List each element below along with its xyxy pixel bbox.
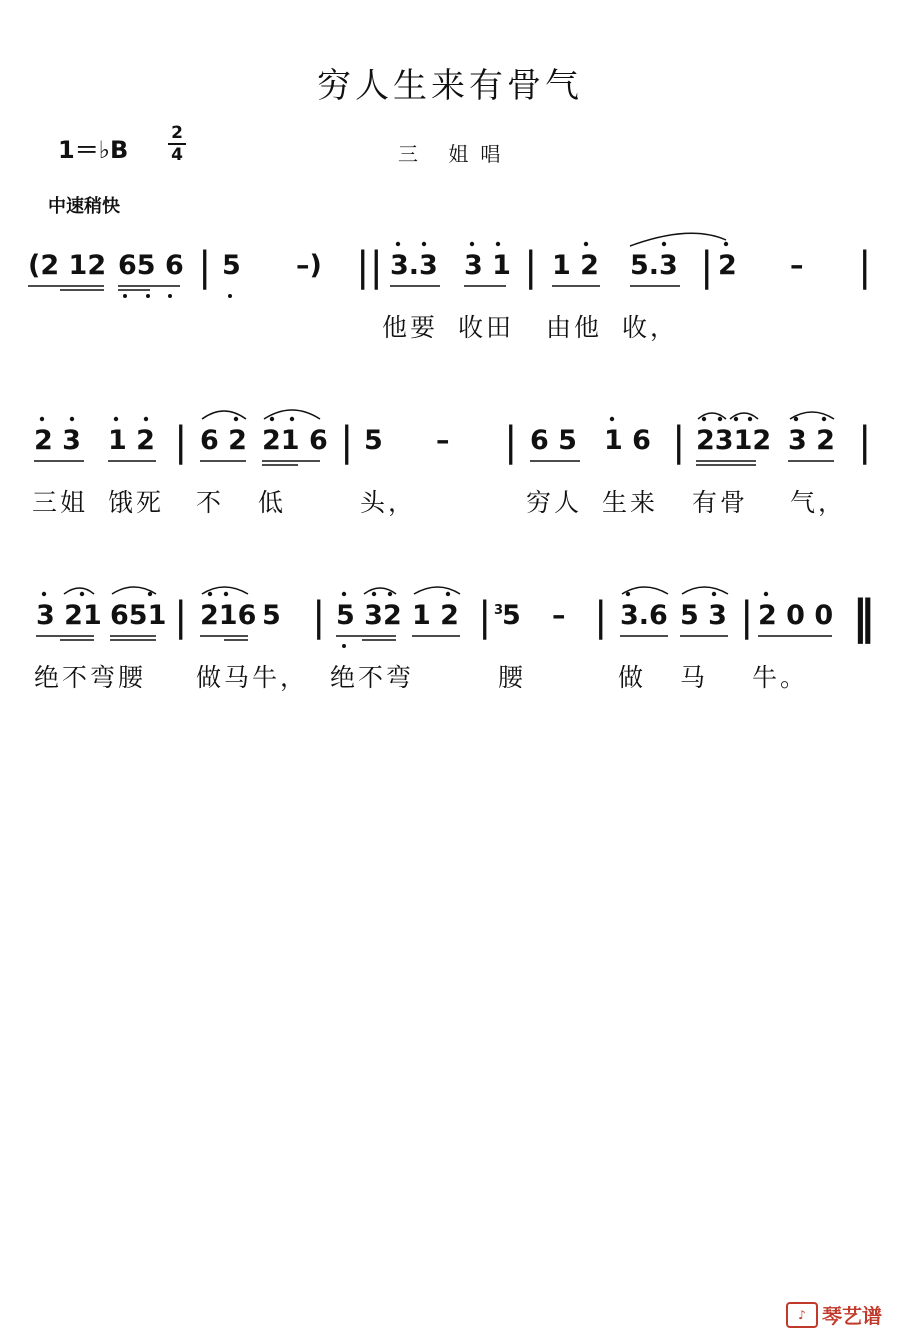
note-group: (2 12 [28, 250, 107, 281]
lyric-word: 马 [680, 663, 709, 692]
barline: | [858, 244, 872, 290]
barline: | [740, 594, 754, 640]
note-group: 1 2 [412, 600, 459, 631]
lyric-word: 低 [258, 488, 287, 517]
barline: | [524, 244, 538, 290]
lyric-word: 气， [790, 488, 847, 517]
note-group: 5 [502, 600, 521, 631]
grace-note: 3 [494, 603, 504, 618]
note-group: 651 [110, 600, 167, 631]
key-signature: 1＝♭B [58, 136, 129, 164]
barline: | [340, 419, 354, 465]
barline: | [504, 419, 518, 465]
note-group: 5.3 [630, 250, 678, 281]
lyric-word: 不 [196, 488, 225, 517]
lyric-word: 做马牛， [196, 663, 309, 692]
tempo-marking: 中速稍快 [48, 196, 120, 217]
barline: | [174, 594, 188, 640]
double-barline: || [356, 244, 383, 290]
note-group: 3 2 [788, 425, 835, 456]
lyric-word: 有骨 [692, 488, 749, 517]
note-group: 5 [262, 600, 281, 631]
note-group: 6 2 [200, 425, 247, 456]
lyric-word: 做 [618, 663, 647, 692]
lyric-word: 绝不弯腰 [34, 663, 147, 692]
barline: | [672, 419, 686, 465]
lyric-word: 收， [622, 313, 679, 342]
note-group: – [436, 425, 450, 456]
note-group: 21 6 [262, 425, 328, 456]
singer-credit: 三 姐唱 [398, 142, 513, 166]
lyric-word: 牛。 [752, 663, 809, 692]
notation-ornaments [0, 230, 900, 320]
meter-top: 2 [171, 123, 183, 143]
note-group: 2312 [696, 425, 772, 456]
note-group: 5 3 [680, 600, 727, 631]
note-group: 2 3 [34, 425, 81, 456]
barline: | [478, 594, 492, 640]
barline: | [174, 419, 188, 465]
watermark-logo-icon: ♪ [786, 1302, 818, 1328]
lyric-word: 他要 [382, 313, 439, 342]
lyric-word: 三姐 [32, 488, 89, 517]
note-group: 3 1 [464, 250, 511, 281]
site-watermark [786, 1300, 882, 1329]
note-group: 2 0 0 [758, 600, 834, 631]
song-title: 穷人生来有骨气 [317, 66, 583, 106]
note-group: 1 2 [552, 250, 599, 281]
note-group: 6 5 [530, 425, 577, 456]
barline: | [198, 244, 212, 290]
note-group: – [552, 600, 566, 631]
note-group: 5 [222, 250, 241, 281]
barline: | [858, 419, 872, 465]
lyric-word: 绝不弯 [330, 663, 415, 692]
lyric-word: 穷人 [526, 488, 583, 517]
final-barline: ‖ [852, 590, 875, 644]
lyric-word: 腰 [498, 663, 527, 692]
lyric-word: 饿死 [108, 488, 165, 517]
meter-bottom: 4 [171, 145, 183, 165]
lyric-word: 头， [360, 488, 417, 517]
note-group: 3.6 [620, 600, 668, 631]
note-group: 65 6 [118, 250, 184, 281]
time-signature [168, 124, 186, 164]
lyric-word: 生来 [602, 488, 659, 517]
barline: | [312, 594, 326, 640]
watermark-text: 琴艺谱 [822, 1304, 882, 1328]
barline: | [594, 594, 608, 640]
notation-ornaments [0, 580, 900, 670]
note-group: –) [296, 250, 322, 281]
notation-ornaments [0, 405, 900, 495]
note-group: 5 32 [336, 600, 402, 631]
lyric-word: 收田 [458, 313, 515, 342]
note-group: 3 21 [36, 600, 102, 631]
barline: | [700, 244, 714, 290]
note-group: 216 [200, 600, 257, 631]
note-group: 1 6 [604, 425, 651, 456]
note-group: 2 [718, 250, 737, 281]
note-group: – [790, 250, 804, 281]
lyric-word: 由他 [546, 313, 603, 342]
note-group: 5 [364, 425, 383, 456]
note-group: 1 2 [108, 425, 155, 456]
note-group: 3.3 [390, 250, 438, 281]
